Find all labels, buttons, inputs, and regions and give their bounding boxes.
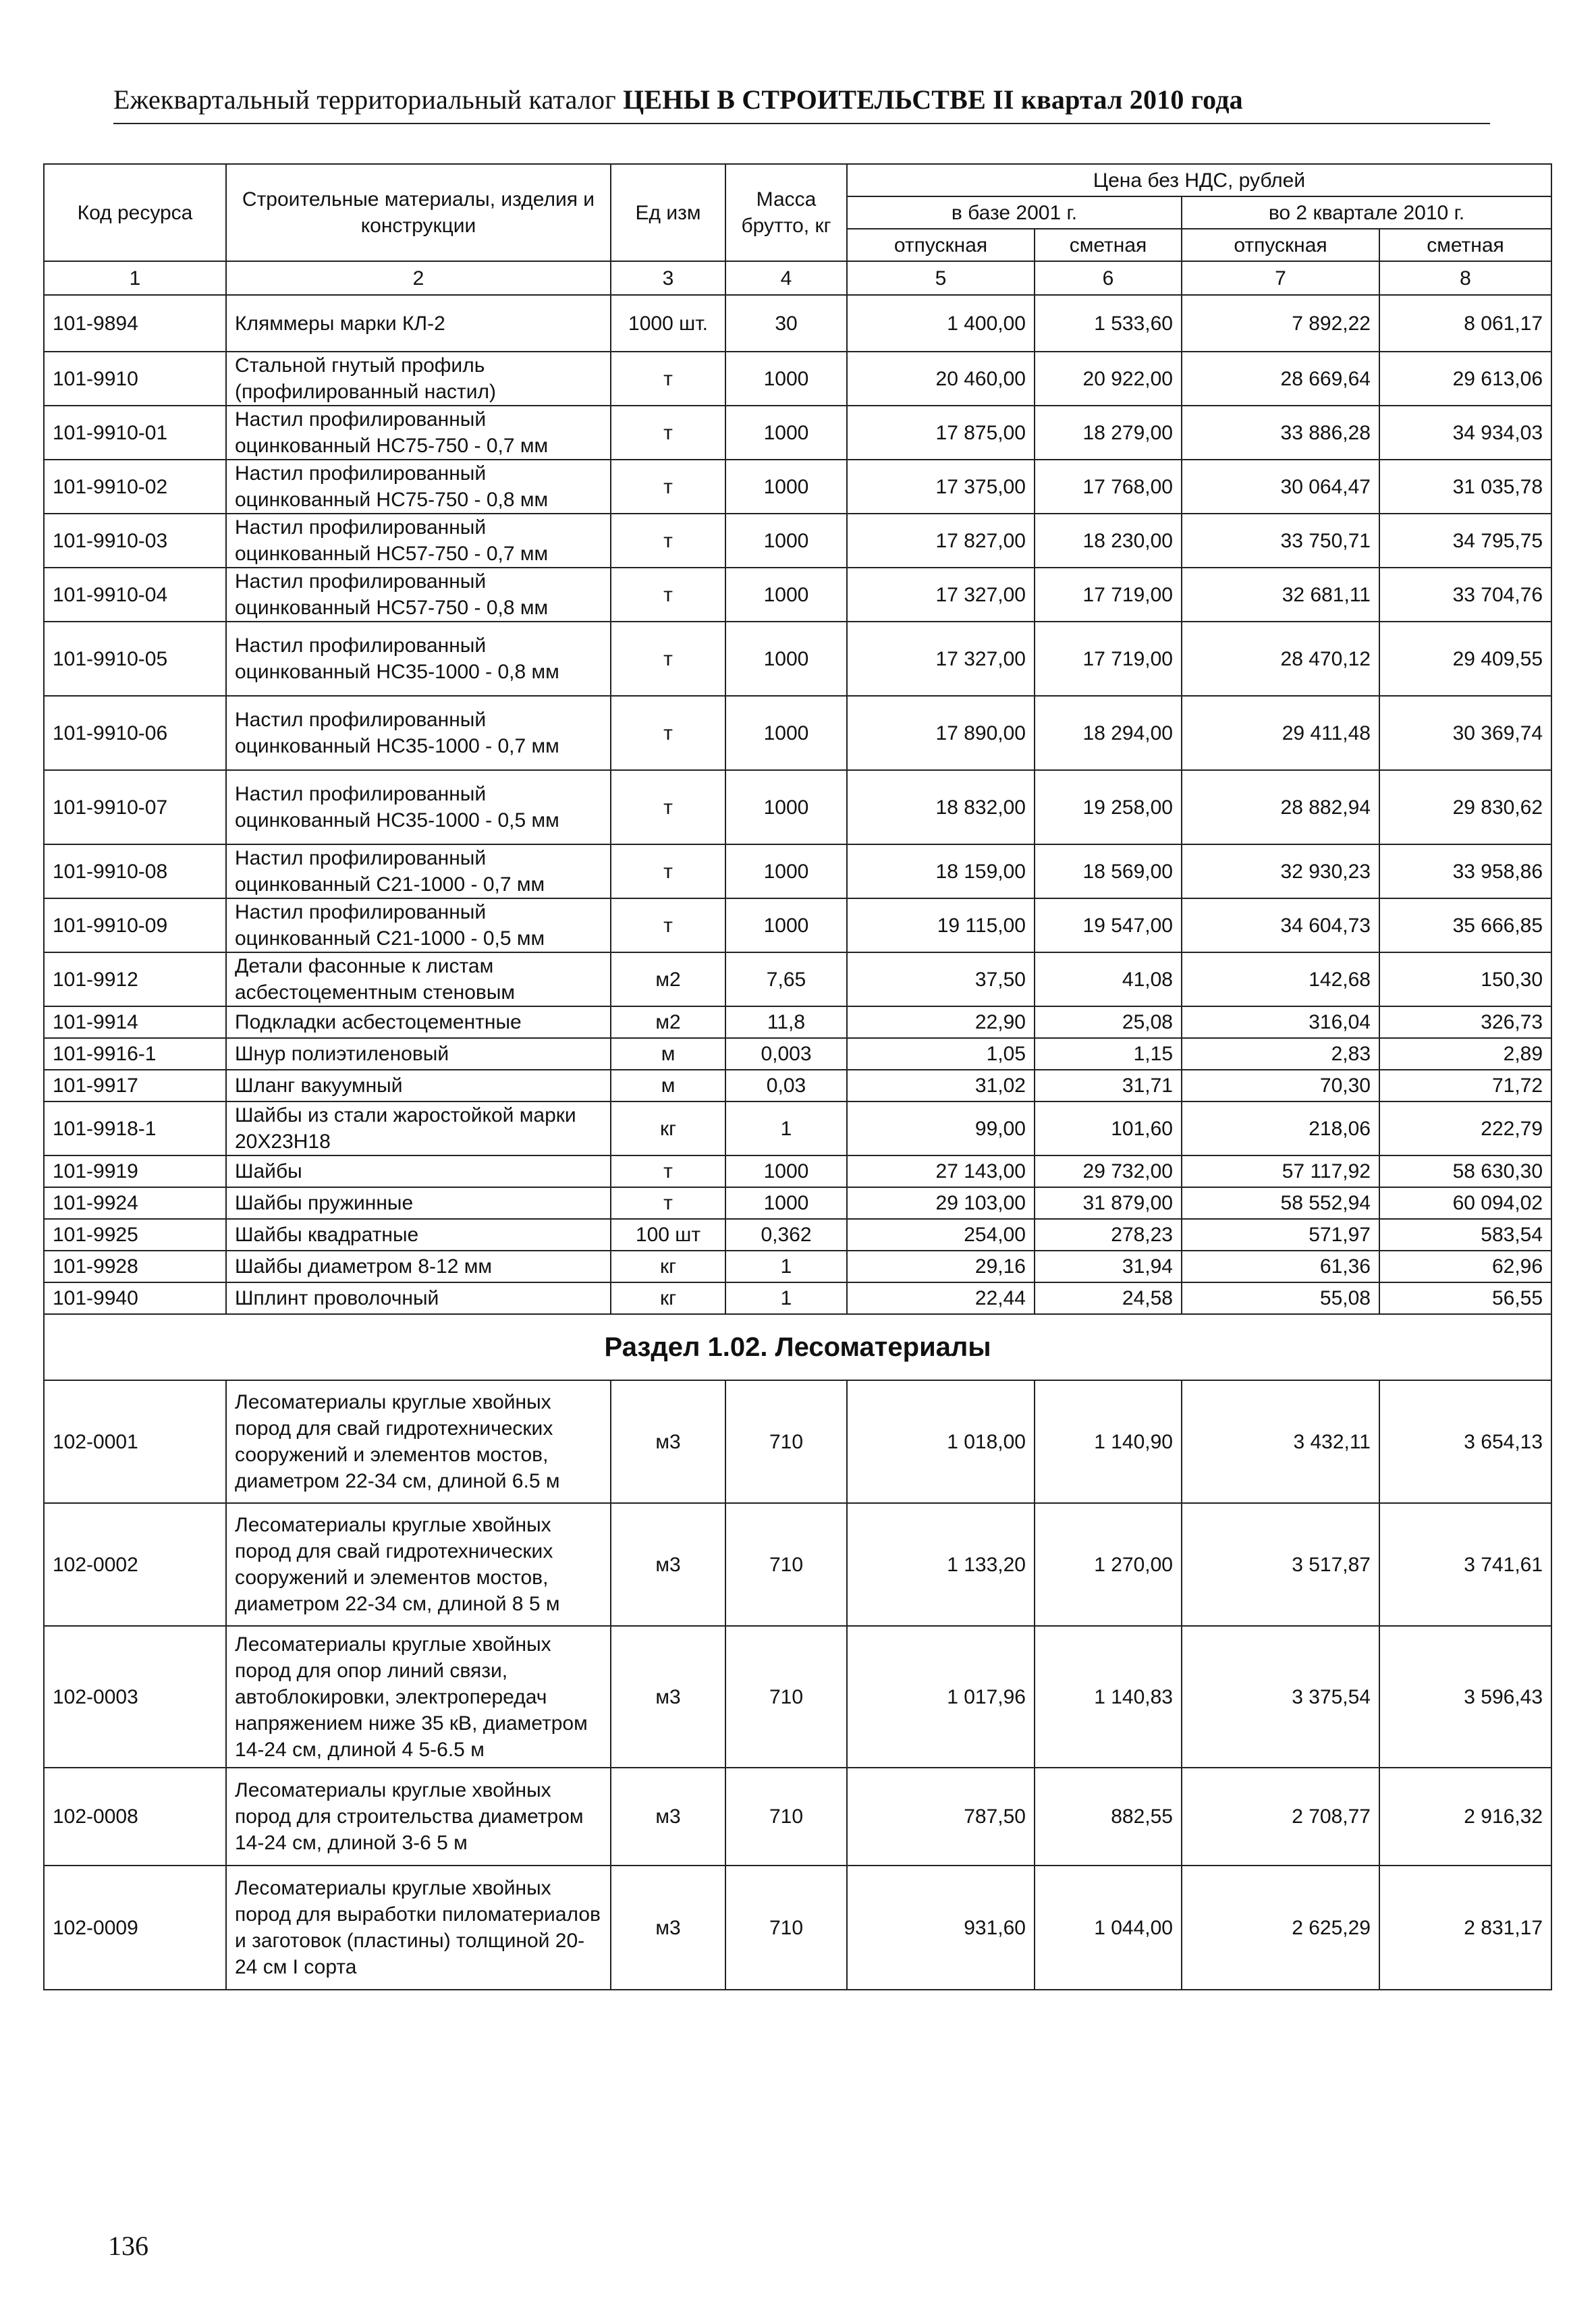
gross-mass-cell: 1000 <box>725 622 847 696</box>
gross-mass-cell: 710 <box>725 1866 847 1990</box>
price-release-2010-cell: 32 930,23 <box>1182 844 1379 898</box>
unit-cell: т <box>611 1187 725 1219</box>
header-code: Код ресурса <box>44 164 226 261</box>
price-release-2010-cell: 28 669,64 <box>1182 352 1379 406</box>
gross-mass-cell: 710 <box>725 1380 847 1503</box>
price-release-2001-cell: 19 115,00 <box>847 898 1035 952</box>
table-row <box>44 352 1551 406</box>
price-estimate-2010-cell: 222,79 <box>1379 1101 1551 1155</box>
price-release-2010-cell: 2 708,77 <box>1182 1768 1379 1866</box>
price-release-2001-cell: 17 890,00 <box>847 696 1035 770</box>
column-number: 4 <box>725 261 847 295</box>
price-release-2010-cell: 28 882,94 <box>1182 770 1379 844</box>
table-row <box>44 1626 1551 1768</box>
column-number: 2 <box>226 261 611 295</box>
material-name-cell: Шланг вакуумный <box>226 1070 611 1101</box>
resource-code-cell: 101-9910-05 <box>44 622 226 696</box>
price-release-2001-cell: 22,90 <box>847 1006 1035 1038</box>
table-row <box>44 1282 1551 1314</box>
gross-mass-cell: 7,65 <box>725 952 847 1006</box>
price-estimate-2010-cell: 34 795,75 <box>1379 514 1551 568</box>
header-release-2010: отпускная <box>1182 229 1379 261</box>
resource-code-cell: 101-9917 <box>44 1070 226 1101</box>
price-estimate-2001-cell: 1 533,60 <box>1035 295 1182 352</box>
header-base-2001: в базе 2001 г. <box>847 196 1182 229</box>
resource-code-cell: 101-9928 <box>44 1251 226 1282</box>
price-estimate-2001-cell: 31,94 <box>1035 1251 1182 1282</box>
header-prefix: Ежеквартальный территориальный каталог <box>113 84 616 115</box>
table-row <box>44 460 1551 514</box>
material-name-cell: Кляммеры марки КЛ-2 <box>226 295 611 352</box>
price-estimate-2001-cell: 31,71 <box>1035 1070 1182 1101</box>
unit-cell: 100 шт <box>611 1219 725 1251</box>
price-release-2010-cell: 142,68 <box>1182 952 1379 1006</box>
price-estimate-2010-cell: 34 934,03 <box>1379 406 1551 460</box>
unit-cell: т <box>611 514 725 568</box>
header-unit: Ед изм <box>611 164 725 261</box>
header-suffix: II квартал 2010 года <box>993 84 1243 115</box>
price-estimate-2010-cell: 33 704,76 <box>1379 568 1551 622</box>
table-body-section-102 <box>44 1380 1551 1990</box>
resource-code-cell: 101-9912 <box>44 952 226 1006</box>
header-name: Строительные материалы, изделия и конструкции <box>226 164 611 261</box>
material-name-cell: Шайбы диаметром 8-12 мм <box>226 1251 611 1282</box>
column-number: 3 <box>611 261 725 295</box>
price-release-2010-cell: 58 552,94 <box>1182 1187 1379 1219</box>
price-estimate-2001-cell: 41,08 <box>1035 952 1182 1006</box>
gross-mass-cell: 1000 <box>725 898 847 952</box>
material-name-cell: Настил профилированный оцинкованный НС57-750 - 0,8 мм <box>226 568 611 622</box>
price-estimate-2010-cell: 29 409,55 <box>1379 622 1551 696</box>
unit-cell: м3 <box>611 1626 725 1768</box>
resource-code-cell: 102-0002 <box>44 1503 226 1626</box>
unit-cell: т <box>611 352 725 406</box>
gross-mass-cell: 1 <box>725 1282 847 1314</box>
material-name-cell: Лесоматериалы круглые хвойных пород для строительства диаметром 14-24 см, длиной 3-6 5 м <box>226 1768 611 1866</box>
price-release-2001-cell: 17 327,00 <box>847 568 1035 622</box>
price-release-2001-cell: 1 017,96 <box>847 1626 1035 1768</box>
price-release-2001-cell: 1,05 <box>847 1038 1035 1070</box>
price-estimate-2001-cell: 1 140,90 <box>1035 1380 1182 1503</box>
header-title: ЦЕНЫ В СТРОИТЕЛЬСТВЕ <box>623 84 986 115</box>
table-row <box>44 952 1551 1006</box>
price-release-2010-cell: 3 517,87 <box>1182 1503 1379 1626</box>
gross-mass-cell: 1000 <box>725 514 847 568</box>
resource-code-cell: 101-9910-07 <box>44 770 226 844</box>
price-estimate-2001-cell: 882,55 <box>1035 1768 1182 1866</box>
material-name-cell: Настил профилированный оцинкованный НС75-750 - 0,7 мм <box>226 406 611 460</box>
material-name-cell: Шайбы из стали жаростойкой марки 20Х23Н18 <box>226 1101 611 1155</box>
resource-code-cell: 101-9910-06 <box>44 696 226 770</box>
price-estimate-2010-cell: 29 830,62 <box>1379 770 1551 844</box>
price-release-2001-cell: 17 375,00 <box>847 460 1035 514</box>
price-estimate-2010-cell: 3 741,61 <box>1379 1503 1551 1626</box>
price-release-2001-cell: 18 159,00 <box>847 844 1035 898</box>
header-release-2001: отпускная <box>847 229 1035 261</box>
price-estimate-2001-cell: 18 294,00 <box>1035 696 1182 770</box>
resource-code-cell: 101-9910-03 <box>44 514 226 568</box>
table-row <box>44 1380 1551 1503</box>
resource-code-cell: 101-9910-01 <box>44 406 226 460</box>
material-name-cell: Настил профилированный оцинкованный НС35-1000 - 0,5 мм <box>226 770 611 844</box>
gross-mass-cell: 0,03 <box>725 1070 847 1101</box>
material-name-cell: Шайбы квадратные <box>226 1219 611 1251</box>
table-row <box>44 1503 1551 1626</box>
resource-code-cell: 102-0003 <box>44 1626 226 1768</box>
price-estimate-2001-cell: 18 569,00 <box>1035 844 1182 898</box>
unit-cell: т <box>611 898 725 952</box>
material-name-cell: Настил профилированный оцинкованный С21-1000 - 0,7 мм <box>226 844 611 898</box>
gross-mass-cell: 30 <box>725 295 847 352</box>
column-number: 6 <box>1035 261 1182 295</box>
resource-code-cell: 101-9924 <box>44 1187 226 1219</box>
resource-code-cell: 101-9910 <box>44 352 226 406</box>
resource-code-cell: 101-9919 <box>44 1155 226 1187</box>
material-name-cell: Шплинт проволочный <box>226 1282 611 1314</box>
price-estimate-2001-cell: 17 719,00 <box>1035 568 1182 622</box>
unit-cell: т <box>611 696 725 770</box>
price-estimate-2001-cell: 17 719,00 <box>1035 622 1182 696</box>
price-estimate-2001-cell: 278,23 <box>1035 1219 1182 1251</box>
table-row <box>44 1006 1551 1038</box>
gross-mass-cell: 1000 <box>725 568 847 622</box>
price-release-2001-cell: 1 400,00 <box>847 295 1035 352</box>
unit-cell: т <box>611 1155 725 1187</box>
unit-cell: т <box>611 568 725 622</box>
unit-cell: т <box>611 770 725 844</box>
price-release-2010-cell: 3 375,54 <box>1182 1626 1379 1768</box>
unit-cell: 1000 шт. <box>611 295 725 352</box>
material-name-cell: Шнур полиэтиленовый <box>226 1038 611 1070</box>
material-name-cell: Лесоматериалы круглые хвойных пород для опор линий связи, автоблокировки, электропередач напряжением ниже 35 кВ, диаметром 14-24 см, длиной 4 5-6.5 м <box>226 1626 611 1768</box>
header-mass: Масса брутто, кг <box>725 164 847 261</box>
table-row <box>44 1187 1551 1219</box>
price-estimate-2010-cell: 30 369,74 <box>1379 696 1551 770</box>
price-release-2010-cell: 28 470,12 <box>1182 622 1379 696</box>
gross-mass-cell: 1000 <box>725 460 847 514</box>
table-header <box>44 164 1551 295</box>
price-estimate-2010-cell: 60 094,02 <box>1379 1187 1551 1219</box>
page-header <box>113 84 1490 115</box>
price-estimate-2001-cell: 18 230,00 <box>1035 514 1182 568</box>
price-estimate-2010-cell: 2,89 <box>1379 1038 1551 1070</box>
material-name-cell: Настил профилированный оцинкованный НС35-1000 - 0,7 мм <box>226 696 611 770</box>
material-name-cell: Лесоматериалы круглые хвойных пород для свай гидротехнических сооружений и элементов мостов, диаметром 22-34 см, длиной 6.5 м <box>226 1380 611 1503</box>
price-estimate-2010-cell: 62,96 <box>1379 1251 1551 1282</box>
unit-cell: т <box>611 622 725 696</box>
price-estimate-2001-cell: 24,58 <box>1035 1282 1182 1314</box>
material-name-cell: Подкладки асбестоцементные <box>226 1006 611 1038</box>
unit-cell: м2 <box>611 952 725 1006</box>
column-number: 7 <box>1182 261 1379 295</box>
resource-code-cell: 102-0001 <box>44 1380 226 1503</box>
unit-cell: м <box>611 1070 725 1101</box>
table-row <box>44 898 1551 952</box>
table-row <box>44 1768 1551 1866</box>
resource-code-cell: 101-9940 <box>44 1282 226 1314</box>
price-estimate-2001-cell: 31 879,00 <box>1035 1187 1182 1219</box>
price-estimate-2010-cell: 35 666,85 <box>1379 898 1551 952</box>
price-estimate-2001-cell: 18 279,00 <box>1035 406 1182 460</box>
price-estimate-2001-cell: 19 547,00 <box>1035 898 1182 952</box>
price-release-2001-cell: 18 832,00 <box>847 770 1035 844</box>
resource-code-cell: 102-0009 <box>44 1866 226 1990</box>
table-row <box>44 568 1551 622</box>
price-release-2010-cell: 70,30 <box>1182 1070 1379 1101</box>
table-row <box>44 1251 1551 1282</box>
column-number-row <box>44 261 1551 295</box>
material-name-cell: Шайбы <box>226 1155 611 1187</box>
table-row <box>44 1070 1551 1101</box>
gross-mass-cell: 11,8 <box>725 1006 847 1038</box>
gross-mass-cell: 1000 <box>725 1187 847 1219</box>
price-estimate-2001-cell: 19 258,00 <box>1035 770 1182 844</box>
price-release-2001-cell: 22,44 <box>847 1282 1035 1314</box>
unit-cell: т <box>611 406 725 460</box>
unit-cell: м3 <box>611 1380 725 1503</box>
table-row <box>44 1866 1551 1990</box>
price-estimate-2001-cell: 101,60 <box>1035 1101 1182 1155</box>
resource-code-cell: 101-9910-02 <box>44 460 226 514</box>
resource-code-cell: 101-9914 <box>44 1006 226 1038</box>
price-release-2010-cell: 33 886,28 <box>1182 406 1379 460</box>
price-estimate-2001-cell: 17 768,00 <box>1035 460 1182 514</box>
material-name-cell: Настил профилированный оцинкованный НС75-750 - 0,8 мм <box>226 460 611 514</box>
gross-mass-cell: 1 <box>725 1101 847 1155</box>
material-name-cell: Лесоматериалы круглые хвойных пород для свай гидротехнических сооружений и элементов мостов, диаметром 22-34 см, длиной 8 5 м <box>226 1503 611 1626</box>
price-release-2001-cell: 254,00 <box>847 1219 1035 1251</box>
price-estimate-2010-cell: 150,30 <box>1379 952 1551 1006</box>
price-release-2001-cell: 29,16 <box>847 1251 1035 1282</box>
gross-mass-cell: 0,003 <box>725 1038 847 1070</box>
price-release-2010-cell: 3 432,11 <box>1182 1380 1379 1503</box>
price-release-2010-cell: 34 604,73 <box>1182 898 1379 952</box>
unit-cell: м3 <box>611 1768 725 1866</box>
unit-cell: м3 <box>611 1503 725 1626</box>
table-row <box>44 514 1551 568</box>
table-row <box>44 1219 1551 1251</box>
gross-mass-cell: 0,362 <box>725 1219 847 1251</box>
material-name-cell: Настил профилированный оцинкованный С21-1000 - 0,5 мм <box>226 898 611 952</box>
price-estimate-2010-cell: 71,72 <box>1379 1070 1551 1101</box>
column-number: 8 <box>1379 261 1551 295</box>
price-release-2001-cell: 1 133,20 <box>847 1503 1035 1626</box>
gross-mass-cell: 1000 <box>725 1155 847 1187</box>
unit-cell: кг <box>611 1101 725 1155</box>
price-estimate-2001-cell: 25,08 <box>1035 1006 1182 1038</box>
price-release-2010-cell: 316,04 <box>1182 1006 1379 1038</box>
price-release-2010-cell: 29 411,48 <box>1182 696 1379 770</box>
price-estimate-2001-cell: 1 270,00 <box>1035 1503 1182 1626</box>
gross-mass-cell: 710 <box>725 1768 847 1866</box>
table-row <box>44 295 1551 352</box>
material-name-cell: Стальной гнутый профиль (профилированный настил) <box>226 352 611 406</box>
resource-code-cell: 101-9910-08 <box>44 844 226 898</box>
table-body-section-101 <box>44 295 1551 1314</box>
table-row <box>44 1038 1551 1070</box>
header-estimate-2010: сметная <box>1379 229 1551 261</box>
resource-code-cell: 101-9910-09 <box>44 898 226 952</box>
table-row <box>44 406 1551 460</box>
section-title: Раздел 1.02. Лесоматериалы <box>44 1314 1551 1380</box>
price-release-2001-cell: 29 103,00 <box>847 1187 1035 1219</box>
price-estimate-2010-cell: 31 035,78 <box>1379 460 1551 514</box>
table-row <box>44 770 1551 844</box>
price-estimate-2010-cell: 33 958,86 <box>1379 844 1551 898</box>
resource-code-cell: 101-9925 <box>44 1219 226 1251</box>
price-release-2010-cell: 33 750,71 <box>1182 514 1379 568</box>
price-release-2010-cell: 571,97 <box>1182 1219 1379 1251</box>
price-estimate-2010-cell: 8 061,17 <box>1379 295 1551 352</box>
price-release-2010-cell: 30 064,47 <box>1182 460 1379 514</box>
resource-code-cell: 101-9910-04 <box>44 568 226 622</box>
page-number: 136 <box>108 2231 148 2261</box>
unit-cell: м <box>611 1038 725 1070</box>
price-release-2001-cell: 17 327,00 <box>847 622 1035 696</box>
gross-mass-cell: 1000 <box>725 406 847 460</box>
price-estimate-2010-cell: 583,54 <box>1379 1219 1551 1251</box>
price-release-2001-cell: 1 018,00 <box>847 1380 1035 1503</box>
price-release-2001-cell: 31,02 <box>847 1070 1035 1101</box>
material-name-cell: Детали фасонные к листам асбестоцементным стеновым <box>226 952 611 1006</box>
price-release-2001-cell: 37,50 <box>847 952 1035 1006</box>
unit-cell: т <box>611 460 725 514</box>
gross-mass-cell: 1000 <box>725 770 847 844</box>
table-row <box>44 622 1551 696</box>
price-release-2010-cell: 218,06 <box>1182 1101 1379 1155</box>
price-estimate-2010-cell: 326,73 <box>1379 1006 1551 1038</box>
header-rule <box>113 123 1490 124</box>
price-estimate-2001-cell: 29 732,00 <box>1035 1155 1182 1187</box>
material-name-cell: Настил профилированный оцинкованный НС57-750 - 0,7 мм <box>226 514 611 568</box>
resource-code-cell: 102-0008 <box>44 1768 226 1866</box>
unit-cell: м2 <box>611 1006 725 1038</box>
table-row <box>44 1155 1551 1187</box>
price-release-2001-cell: 787,50 <box>847 1768 1035 1866</box>
price-release-2010-cell: 2,83 <box>1182 1038 1379 1070</box>
price-table <box>43 163 1552 1990</box>
header-estimate-2001: сметная <box>1035 229 1182 261</box>
unit-cell: т <box>611 844 725 898</box>
header-price-group: Цена без НДС, рублей <box>847 164 1551 196</box>
price-estimate-2010-cell: 2 916,32 <box>1379 1768 1551 1866</box>
table-row <box>44 844 1551 898</box>
gross-mass-cell: 710 <box>725 1626 847 1768</box>
column-number: 1 <box>44 261 226 295</box>
gross-mass-cell: 1000 <box>725 352 847 406</box>
unit-cell: м3 <box>611 1866 725 1990</box>
gross-mass-cell: 1000 <box>725 696 847 770</box>
price-estimate-2001-cell: 1 044,00 <box>1035 1866 1182 1990</box>
price-estimate-2001-cell: 1 140,83 <box>1035 1626 1182 1768</box>
gross-mass-cell: 710 <box>725 1503 847 1626</box>
header-q2-2010: во 2 квартале 2010 г. <box>1182 196 1551 229</box>
price-release-2010-cell: 57 117,92 <box>1182 1155 1379 1187</box>
price-estimate-2010-cell: 58 630,30 <box>1379 1155 1551 1187</box>
price-release-2010-cell: 32 681,11 <box>1182 568 1379 622</box>
price-estimate-2010-cell: 29 613,06 <box>1379 352 1551 406</box>
price-release-2001-cell: 27 143,00 <box>847 1155 1035 1187</box>
price-release-2010-cell: 7 892,22 <box>1182 295 1379 352</box>
price-release-2010-cell: 61,36 <box>1182 1251 1379 1282</box>
resource-code-cell: 101-9916-1 <box>44 1038 226 1070</box>
column-number: 5 <box>847 261 1035 295</box>
price-release-2001-cell: 99,00 <box>847 1101 1035 1155</box>
price-estimate-2001-cell: 20 922,00 <box>1035 352 1182 406</box>
price-release-2001-cell: 17 827,00 <box>847 514 1035 568</box>
price-release-2001-cell: 20 460,00 <box>847 352 1035 406</box>
gross-mass-cell: 1 <box>725 1251 847 1282</box>
resource-code-cell: 101-9894 <box>44 295 226 352</box>
unit-cell: кг <box>611 1251 725 1282</box>
table-row <box>44 696 1551 770</box>
price-estimate-2010-cell: 3 596,43 <box>1379 1626 1551 1768</box>
price-estimate-2001-cell: 1,15 <box>1035 1038 1182 1070</box>
resource-code-cell: 101-9918-1 <box>44 1101 226 1155</box>
material-name-cell: Лесоматериалы круглые хвойных пород для выработки пиломатериалов и заготовок (пластины) толщиной 20-24 см I сорта <box>226 1866 611 1990</box>
gross-mass-cell: 1000 <box>725 844 847 898</box>
price-estimate-2010-cell: 56,55 <box>1379 1282 1551 1314</box>
price-release-2001-cell: 17 875,00 <box>847 406 1035 460</box>
price-release-2010-cell: 2 625,29 <box>1182 1866 1379 1990</box>
price-release-2010-cell: 55,08 <box>1182 1282 1379 1314</box>
price-release-2001-cell: 931,60 <box>847 1866 1035 1990</box>
price-estimate-2010-cell: 3 654,13 <box>1379 1380 1551 1503</box>
unit-cell: кг <box>611 1282 725 1314</box>
material-name-cell: Настил профилированный оцинкованный НС35-1000 - 0,8 мм <box>226 622 611 696</box>
table-row <box>44 1101 1551 1155</box>
material-name-cell: Шайбы пружинные <box>226 1187 611 1219</box>
section-heading <box>44 1314 1551 1380</box>
price-estimate-2010-cell: 2 831,17 <box>1379 1866 1551 1990</box>
